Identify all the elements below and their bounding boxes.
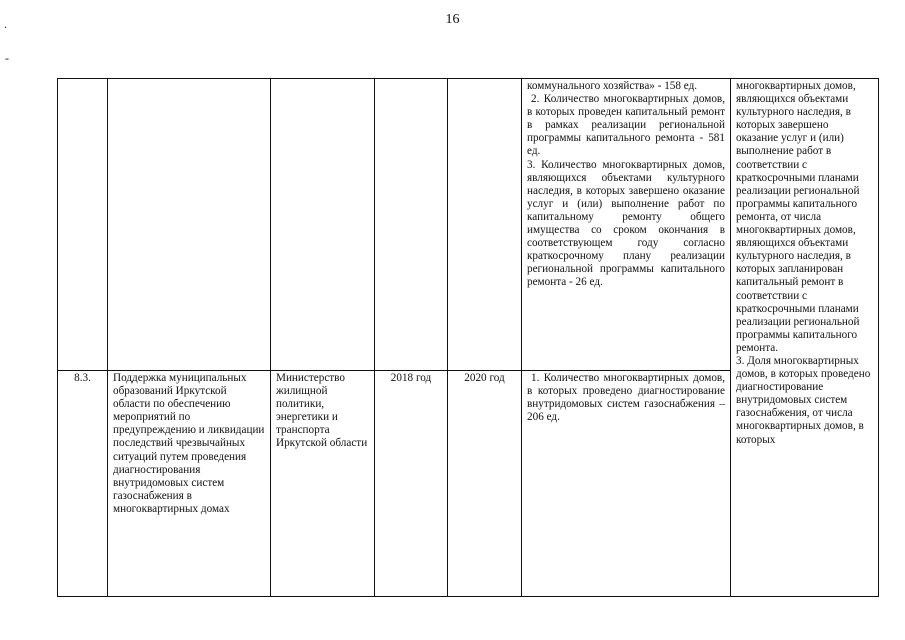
executor-cell bbox=[271, 79, 375, 371]
margin-mark: - bbox=[5, 51, 9, 65]
target-indicator-text: многоквартирных домов, являющихся объектами культурного наследия, в которых завершено оказание услуг и (или) выполнение работ в соответствии с краткосрочными планами реализации региональной программы капитального ремонта, от числа многоквартирных домов, являющихся объектами культурного наследия, в которых запланирован капитальный ремонт в соответствии с краткосрочными планами реализации региональной программы капитального ремонта. bbox=[736, 80, 860, 354]
end-year-cell: 2020 год bbox=[448, 371, 522, 597]
end-year-cell bbox=[448, 79, 522, 371]
table-row bbox=[58, 79, 879, 371]
measure-cell: Поддержка муниципальных образований Иркутской области по обеспечению мероприятий по предупреждению и ликвидации последствий чрезвычайных ситуаций путем проведения диагностирования внутридомовых систем газоснабжения в многоквартирных домах bbox=[108, 371, 271, 597]
row-number-cell bbox=[58, 79, 108, 371]
indicators-cell bbox=[522, 371, 731, 597]
measures-table bbox=[57, 78, 879, 597]
indicators-cell bbox=[522, 79, 731, 371]
executor-cell: Министерство жилищной политики, энергетики и транспорта Иркутской области bbox=[271, 371, 375, 597]
indicator-text: 1. Количество многоквартирных домов, в которых проведено диагностирование внутридомовых систем газоснабжения – 206 ед. bbox=[527, 372, 725, 424]
page-number: 16 bbox=[445, 12, 460, 27]
indicator-text: 3. Количество многоквартирных домов, являющихся объектами культурного наследия, в которых завершено оказание услуг и (или) выполнение работ по капитальному ремонту общего имущества со сроком окончания в соответствующем году согласно краткосрочному плану реализации региональной программы капитального ремонта - 26 ед. bbox=[527, 158, 725, 289]
target-indicators-cell bbox=[731, 79, 879, 597]
target-indicator-text: 3. Доля многоквартирных домов, в которых проведено диагностирование внутридомовых систем газоснабжения, от числа многоквартирных домов, в которых bbox=[736, 354, 871, 446]
start-year-cell bbox=[375, 79, 448, 371]
margin-mark: . bbox=[4, 17, 7, 31]
measure-cell bbox=[108, 79, 271, 371]
row-number-cell: 8.3. bbox=[58, 371, 108, 597]
indicator-text: 2. Количество многоквартирных домов, в которых проведен капитальный ремонт в рамках реализации региональной программы капитального ремонта - 581 ед. bbox=[527, 93, 725, 158]
indicator-text: коммунального хозяйства» - 158 ед. bbox=[527, 80, 698, 92]
start-year-cell: 2018 год bbox=[375, 371, 448, 597]
